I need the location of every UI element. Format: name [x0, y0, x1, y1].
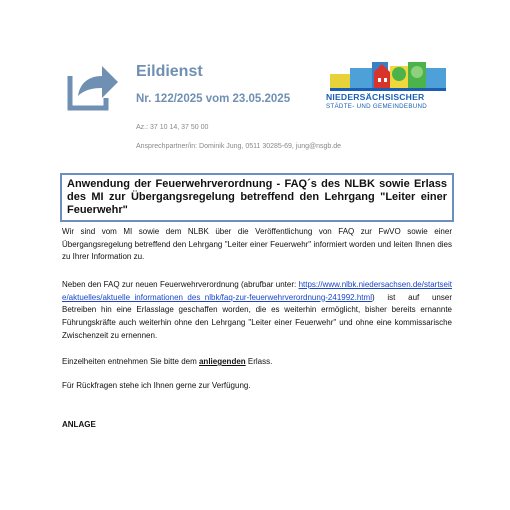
paragraph-3-text-b: Erlass. [245, 357, 273, 366]
contact-person: Ansprechpartner/in: Dominik Jung, 0511 30285-69, jung@nsgb.de [136, 143, 342, 150]
paragraph-3-text-a: Einzelheiten entnehmen Sie bitte dem [62, 357, 199, 366]
paragraph-3 [62, 356, 452, 369]
faq-link[interactable]: https://www.nlbk.niedersachsen.de/startseite/aktuelles/aktuelle_informationen_des_nlbk/faq-zur-feuerwehrverordnung-241992.html [62, 280, 452, 302]
bulletin-number: Nr. 122/2025 vom 23.05.2025 [136, 93, 291, 105]
attachment-reference: anliegenden [198, 357, 246, 366]
paragraph-4: Für Rückfragen stehe ich Ihnen gerne zur Verfügung. [62, 381, 251, 390]
share-arrow-icon [66, 62, 120, 112]
paragraph-2 [62, 279, 452, 343]
logo-line-2: STÄDTE- UND GEMEINDEBUND [326, 103, 428, 110]
attachment-label: ANLAGE [62, 420, 96, 429]
logo-line-1: NIEDERSÄCHSISCHER [326, 92, 425, 102]
headline-box: Anwendung der Feuerwehrverordnung - FAQ´s des NLBK sowie Erlass des MI zur Übergangsregelung betreffend den Lehrgang "Leiter einer Feuerwehr" [60, 173, 454, 222]
file-reference: Az.: 37 10 14, 37 50 00 [136, 124, 209, 131]
bulletin-title: Eildienst [136, 63, 203, 80]
paragraph-2-text-b: ) ist auf unser Betreiben hin eine Erlasslage geschaffen worden, die es weiterhin ermöglicht, bisher bereits ernannte Führungskräfte auch weiterhin ohne den Lehrgang "Leiter einer Feuerwehr" und ohne eine kommissarische Zwischenzeit zu ernennen. [62, 292, 452, 340]
paragraph-2-text-a: Neben den FAQ zur neuen Feuerwehrverordnung (abrufbar unter: [62, 280, 299, 289]
paragraph-1: Wir sind vom MI sowie dem NLBK über die Veröffentlichung von FAQ zur FwVO sowie einer Übergangsregelung betreffend den Lehrgang "Leiter einer Feuerwehr" informiert worden und leiten Ihnen dies zu Ihrer Information zu. [62, 227, 452, 262]
